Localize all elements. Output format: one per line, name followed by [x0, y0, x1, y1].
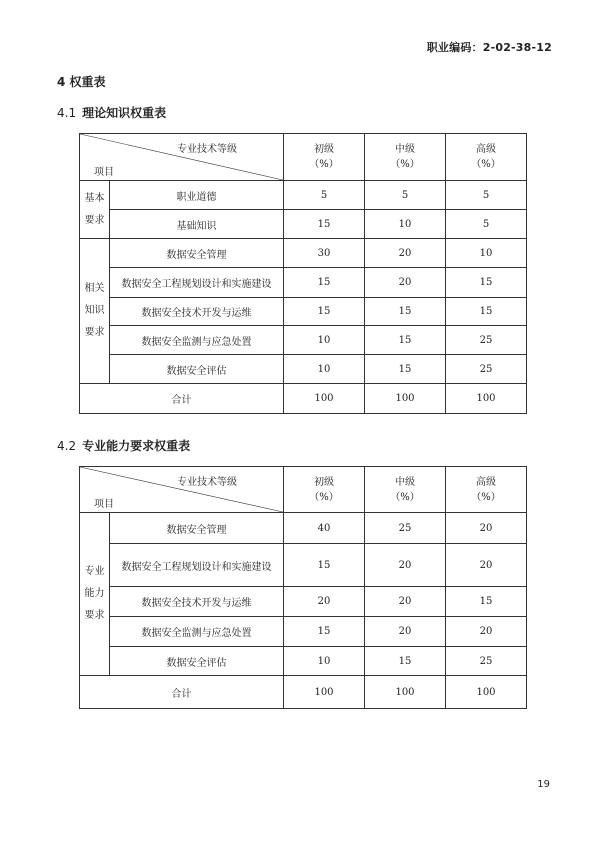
category-label: 基本 要求: [84, 192, 105, 226]
value-cell: 40: [284, 513, 365, 544]
item-cell: 数据安全监测与应急处置: [110, 617, 284, 647]
table-row: [80, 544, 527, 587]
level-unit: （%）: [309, 491, 339, 503]
table2-number: 4.2: [57, 439, 77, 453]
level-name: 初级: [314, 144, 334, 155]
table1-number: 4.1: [57, 106, 77, 120]
value-cell: 25: [365, 513, 446, 544]
value-cell: 5: [446, 181, 527, 210]
level-header-intermediate: [365, 467, 446, 513]
value-cell: 20: [365, 268, 446, 298]
table-row: [80, 617, 527, 647]
section-title: 4 权重表: [57, 75, 106, 89]
value-cell: 15: [365, 355, 446, 384]
level-unit: （%）: [471, 159, 501, 170]
category-label: 相关 知识 要求: [84, 283, 105, 338]
total-value: 100: [365, 676, 446, 709]
value-cell: 20: [446, 617, 527, 647]
level-name: 高级: [476, 476, 496, 488]
value-cell: 20: [446, 544, 527, 587]
table-row: [80, 587, 527, 617]
total-value: 100: [365, 384, 446, 414]
table-header-row: [80, 134, 527, 181]
value-cell: 15: [284, 268, 365, 298]
level-unit: （%）: [390, 159, 420, 170]
table-row: [80, 210, 527, 239]
value-cell: 15: [284, 544, 365, 587]
table2-title: 专业能力要求权重表: [82, 439, 191, 453]
item-cell: 基础知识: [110, 210, 284, 239]
table-row: [80, 298, 527, 326]
value-cell: 30: [284, 239, 365, 268]
value-cell: 15: [365, 326, 446, 355]
table2-heading: [57, 437, 190, 454]
total-value: 100: [284, 676, 365, 709]
corner-item-label: 项目: [94, 167, 114, 178]
theory-weight-table: [79, 133, 527, 414]
corner-header-cell: [80, 467, 284, 513]
corner-header-cell: [80, 134, 284, 181]
value-cell: 5: [365, 181, 446, 210]
table-row: [80, 326, 527, 355]
total-label: 合计: [80, 676, 284, 709]
total-value: 100: [446, 676, 527, 709]
category-basic-requirements: [80, 181, 110, 239]
item-cell: 职业道德: [110, 181, 284, 210]
value-cell: 5: [446, 210, 527, 239]
corner-item-label: 项目: [94, 499, 114, 510]
value-cell: 20: [365, 617, 446, 647]
total-row: [80, 676, 527, 709]
value-cell: 10: [365, 210, 446, 239]
level-name: 中级: [395, 476, 415, 488]
item-cell: 数据安全管理: [110, 513, 284, 544]
table1-title: 理论知识权重表: [82, 106, 167, 120]
item-cell: 数据安全监测与应急处置: [110, 326, 284, 355]
value-cell: 10: [284, 355, 365, 384]
level-name: 初级: [314, 476, 334, 488]
item-cell: 数据安全评估: [110, 355, 284, 384]
value-cell: 20: [446, 513, 527, 544]
table1-heading: [57, 104, 166, 121]
value-cell: 15: [284, 617, 365, 647]
item-cell: 数据安全评估: [110, 647, 284, 676]
value-cell: 5: [284, 181, 365, 210]
value-cell: 15: [446, 268, 527, 298]
value-cell: 10: [446, 239, 527, 268]
level-header-intermediate: [365, 134, 446, 181]
value-cell: 15: [284, 298, 365, 326]
value-cell: 25: [446, 326, 527, 355]
table-row: [80, 355, 527, 384]
item-cell: 数据安全技术开发与运维: [110, 587, 284, 617]
level-header-senior: [446, 134, 527, 181]
table-header-row: [80, 467, 527, 513]
level-header-senior: [446, 467, 527, 513]
value-cell: 10: [284, 647, 365, 676]
table-row: [80, 647, 527, 676]
corner-level-label: 专业技术等级: [177, 144, 237, 155]
page-number: 19: [537, 779, 550, 790]
category-label: 专业 能力 要求: [84, 566, 105, 621]
occupation-code: 职业编码：2-02-38-12: [426, 41, 552, 54]
value-cell: 15: [446, 298, 527, 326]
value-cell: 15: [365, 298, 446, 326]
total-value: 100: [446, 384, 527, 414]
total-row: [80, 384, 527, 414]
level-unit: （%）: [471, 491, 501, 503]
value-cell: 25: [446, 647, 527, 676]
skill-weight-table: [79, 466, 527, 709]
level-unit: （%）: [390, 491, 420, 503]
value-cell: 15: [365, 647, 446, 676]
item-cell: 数据安全工程规划设计和实施建设: [110, 268, 284, 298]
level-unit: （%）: [309, 159, 339, 170]
value-cell: 10: [284, 326, 365, 355]
table-row: [80, 513, 527, 544]
value-cell: 20: [365, 544, 446, 587]
value-cell: 20: [365, 239, 446, 268]
category-related-knowledge: [80, 239, 110, 384]
item-cell: 数据安全管理: [110, 239, 284, 268]
total-value: 100: [284, 384, 365, 414]
item-cell: 数据安全技术开发与运维: [110, 298, 284, 326]
value-cell: 25: [446, 355, 527, 384]
level-header-primary: [284, 467, 365, 513]
category-professional-ability: [80, 513, 110, 676]
value-cell: 15: [284, 210, 365, 239]
level-name: 中级: [395, 144, 415, 155]
level-header-primary: [284, 134, 365, 181]
item-cell: 数据安全工程规划设计和实施建设: [110, 544, 284, 587]
value-cell: 20: [365, 587, 446, 617]
value-cell: 20: [284, 587, 365, 617]
total-label: 合计: [80, 384, 284, 414]
corner-level-label: 专业技术等级: [177, 477, 237, 488]
table-row: [80, 268, 527, 298]
table-row: [80, 181, 527, 210]
value-cell: 15: [446, 587, 527, 617]
level-name: 高级: [476, 144, 496, 155]
table-row: [80, 239, 527, 268]
